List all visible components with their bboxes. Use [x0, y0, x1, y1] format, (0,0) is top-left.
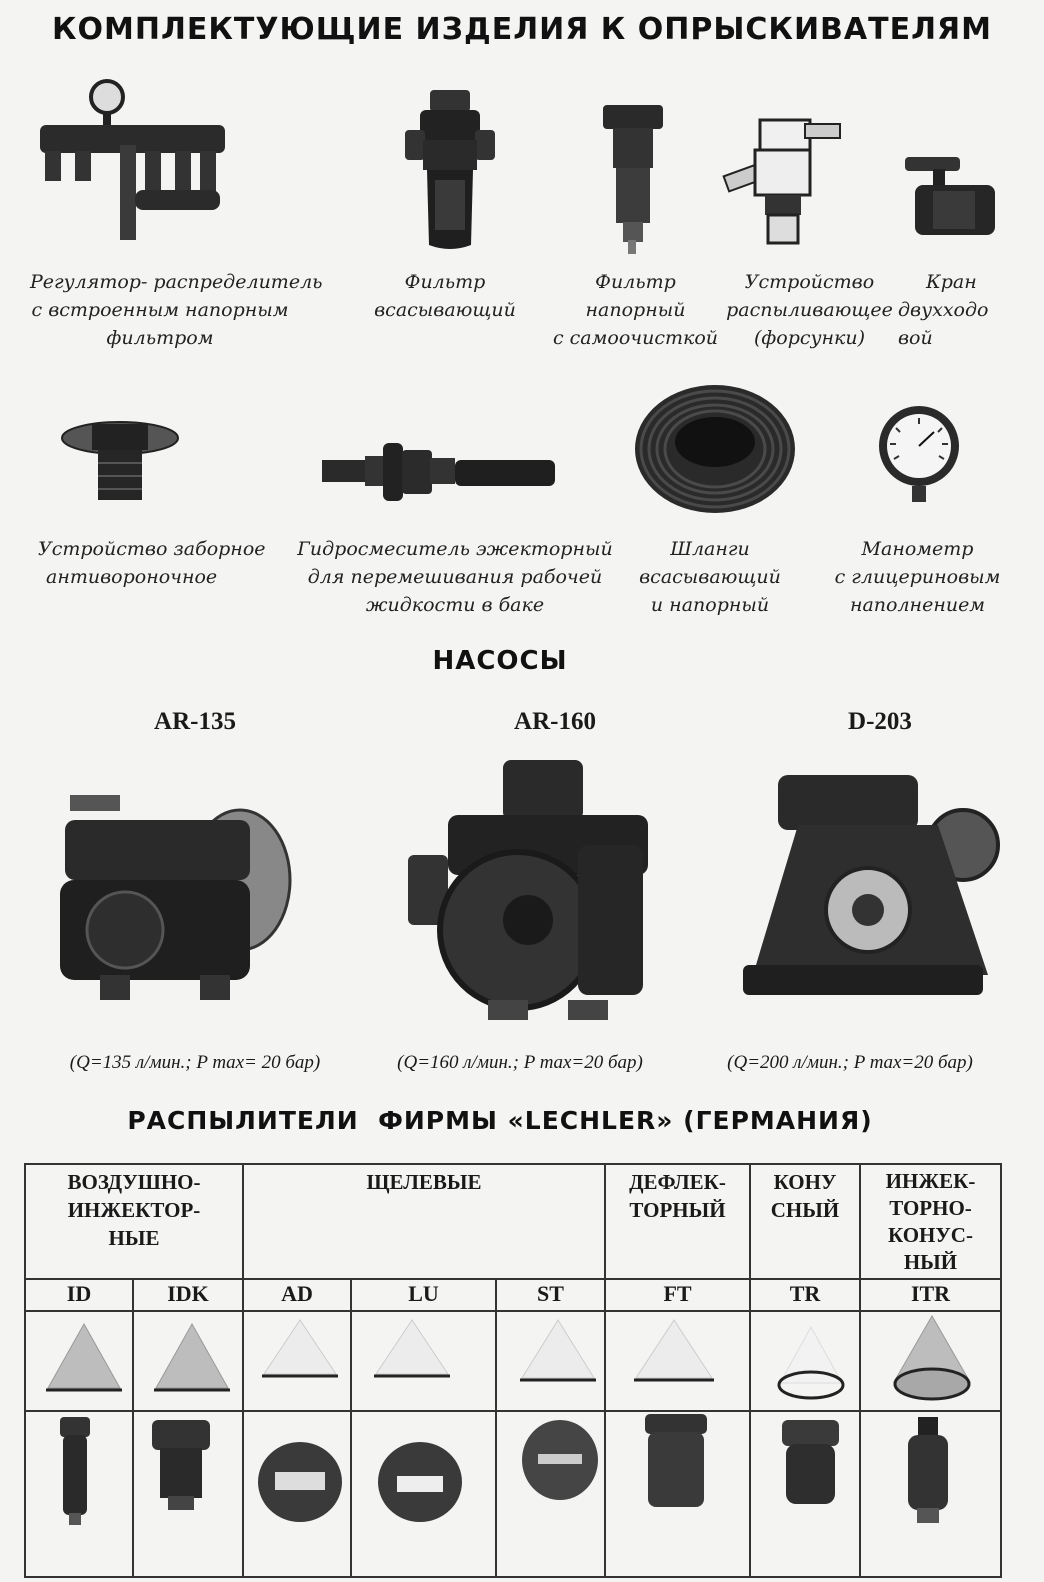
nozzles-heading: РАСПЫЛИТЕЛИ ФИРМЫ «LECHLER» (ГЕРМАНИЯ): [127, 1106, 873, 1135]
nozzle-idk-icon: [150, 1418, 212, 1513]
suction-filter-icon: [405, 85, 495, 250]
nozzle-code-id: ID: [66, 1281, 92, 1306]
nozzle-lu-icon: [375, 1440, 465, 1525]
pumps-heading: НАСОСЫ: [432, 646, 568, 676]
group-deflector: ДЕФЛЕК- ТОРНЫЙ: [629, 1170, 726, 1222]
ejector-mixer-icon: [320, 438, 560, 508]
pump-model-d203: D-203: [848, 708, 912, 735]
nozzle-itr-icon: [903, 1415, 953, 1525]
regulator-distributor-icon: [35, 75, 235, 245]
caption-pressure-filter: Фильтр напорный с самоочисткой: [552, 271, 719, 349]
nozzle-ft-icon: [640, 1412, 712, 1510]
pressure-filter-icon: [598, 100, 668, 255]
caption-suction-filter: Фильтр всасывающий: [374, 271, 516, 321]
pump-model-ar135: AR-135: [154, 708, 236, 735]
spray-pattern-st-icon: [518, 1318, 598, 1384]
spray-pattern-id-icon: [44, 1322, 124, 1394]
nozzle-code-tr: TR: [789, 1281, 821, 1306]
pump-spec-d203: (Q=200 л/мин.; P max=20 бар): [727, 1052, 973, 1073]
pump-ar160-icon: [408, 755, 658, 1025]
caption-spray-device: Устройство распыливающее (форсунки): [726, 271, 893, 349]
spray-pattern-idk-icon: [152, 1322, 232, 1394]
spray-pattern-itr-icon: [892, 1314, 972, 1404]
hose-coil-icon: [633, 382, 798, 517]
pump-spec-ar160: (Q=160 л/мин.; P max=20 бар): [397, 1052, 643, 1073]
nozzle-code-idk: IDK: [167, 1281, 209, 1306]
spray-pattern-tr-icon: [776, 1325, 846, 1401]
page-title: КОМПЛЕКТУЮЩИЕ ИЗДЕЛИЯ К ОПРЫСКИВАТЕЛЯМ: [52, 12, 992, 47]
pressure-gauge-icon: [874, 404, 964, 504]
two-way-valve-icon: [895, 155, 1000, 240]
caption-two-way-valve: Кран двухходо вой: [898, 271, 989, 349]
spray-pattern-ad-icon: [260, 1318, 340, 1380]
nozzle-code-ft: FT: [663, 1281, 692, 1306]
pump-model-ar160: AR-160: [514, 708, 596, 735]
caption-hoses: Шланги всасывающий и напорный: [639, 538, 781, 616]
pump-spec-ar135: (Q=135 л/мин.; P max= 20 бар): [69, 1052, 321, 1073]
nozzle-code-st: ST: [537, 1281, 564, 1306]
caption-pressure-gauge: Манометр с глицериновым наполнением: [834, 538, 1001, 616]
nozzle-ad-icon: [255, 1440, 345, 1525]
nozzle-id-icon: [55, 1415, 95, 1527]
nozzle-code-ad: AD: [281, 1281, 313, 1306]
group-cone: КОНУ СНЫЙ: [770, 1170, 840, 1222]
pump-ar135-icon: [50, 780, 300, 1010]
nozzle-code-lu: LU: [408, 1281, 439, 1306]
caption-regulator: Регулятор- распределитель с встроенным напорным фильтром: [30, 271, 323, 349]
group-injector-cone: ИНЖЕК- ТОРНО- КОНУС- НЫЙ: [885, 1169, 976, 1274]
spray-nozzle-device-icon: [720, 110, 845, 250]
group-slit: ЩЕЛЕВЫЕ: [366, 1170, 482, 1194]
nozzle-tr-icon: [778, 1418, 843, 1508]
nozzle-code-itr: ITR: [910, 1281, 951, 1306]
spray-pattern-lu-icon: [372, 1318, 452, 1380]
anti-vortex-intake-icon: [60, 418, 180, 503]
caption-ejector-mixer: Гидросмеситель эжекторный для перемешивания рабочей жидкости в баке: [297, 538, 613, 616]
pump-d203-icon: [738, 765, 1008, 1015]
caption-anti-vortex-intake: Устройство заборное антивороночное: [38, 538, 266, 588]
group-air-injector: ВОЗДУШНО- ИНЖЕКТОР- НЫЕ: [67, 1170, 201, 1250]
nozzle-st-icon: [520, 1418, 600, 1503]
spray-pattern-ft-icon: [632, 1318, 717, 1384]
